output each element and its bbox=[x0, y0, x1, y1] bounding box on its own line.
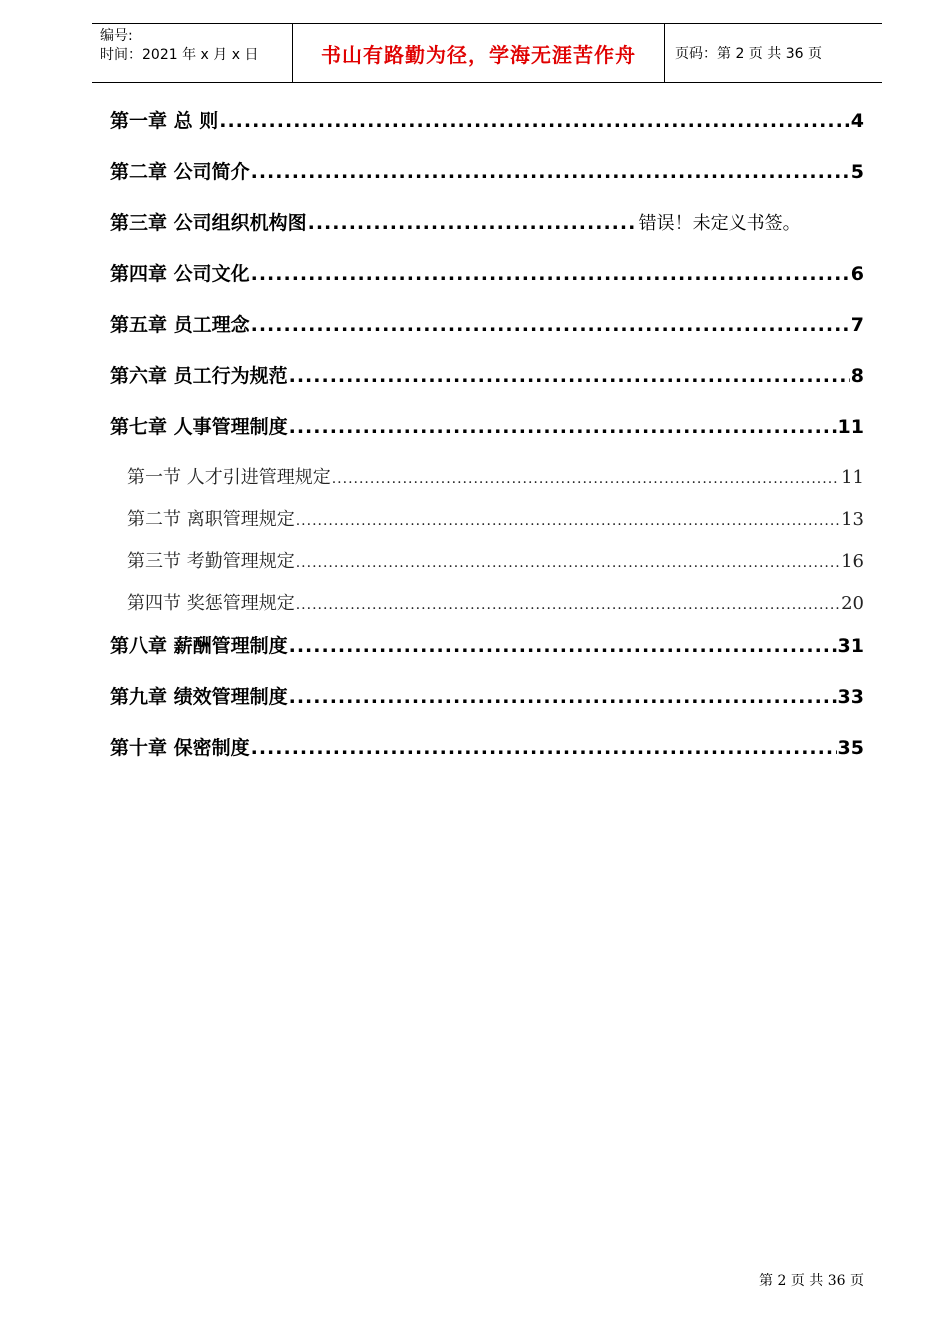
toc-leader-dots bbox=[251, 257, 850, 291]
toc-page-number: 4 bbox=[850, 110, 864, 132]
toc-leader-dots bbox=[289, 359, 850, 393]
toc-page-number: 错误！未定义书签。 bbox=[638, 213, 801, 234]
header-meta bbox=[92, 24, 292, 82]
toc-entry-chapter-2[interactable] bbox=[110, 155, 864, 206]
toc-page-number: 16 bbox=[841, 551, 864, 572]
toc-leader-dots bbox=[296, 503, 840, 538]
toc-entry-label: 第九章 绩效管理制度 bbox=[110, 686, 288, 708]
toc-entry-chapter-8[interactable] bbox=[110, 629, 864, 680]
time-label: 时间：2021 年 x 月 x 日 bbox=[100, 47, 259, 63]
toc-entry-section-4[interactable] bbox=[110, 587, 864, 629]
toc-entry-label: 第七章 人事管理制度 bbox=[110, 416, 288, 438]
toc-page-number: 5 bbox=[850, 161, 864, 183]
toc-entry-label: 第二章 公司简介 bbox=[110, 161, 250, 183]
page-footer: 第 2 页 共 36 页 bbox=[759, 1273, 864, 1289]
toc-page-number: 11 bbox=[841, 467, 864, 488]
toc-leader-dots bbox=[289, 680, 837, 714]
toc-entry-chapter-7[interactable] bbox=[110, 410, 864, 461]
toc-entry-section-2[interactable] bbox=[110, 503, 864, 545]
toc-entry-label: 第十章 保密制度 bbox=[110, 737, 250, 759]
number-label: 编号: bbox=[100, 28, 133, 44]
toc-page-number: 20 bbox=[841, 593, 864, 614]
toc-entry-chapter-4[interactable] bbox=[110, 257, 864, 308]
toc-leader-dots bbox=[296, 545, 840, 580]
toc-entry-label: 第一节 人才引进管理规定 bbox=[127, 467, 331, 488]
toc-entry-chapter-6[interactable] bbox=[110, 359, 864, 410]
toc-entry-label: 第四节 奖惩管理规定 bbox=[127, 593, 295, 614]
toc-entry-label: 第二节 离职管理规定 bbox=[127, 509, 295, 530]
toc-entry-label: 第四章 公司文化 bbox=[110, 263, 250, 285]
table-of-contents bbox=[110, 104, 864, 782]
toc-leader-dots bbox=[289, 629, 837, 663]
toc-entry-section-1[interactable] bbox=[110, 461, 864, 503]
toc-page-number: 7 bbox=[850, 314, 864, 336]
toc-page-number: 35 bbox=[837, 737, 864, 759]
toc-page-number: 6 bbox=[850, 263, 864, 285]
toc-entry-label: 第三节 考勤管理规定 bbox=[127, 551, 295, 572]
toc-entry-chapter-9[interactable] bbox=[110, 680, 864, 731]
toc-entry-chapter-5[interactable] bbox=[110, 308, 864, 359]
toc-leader-dots bbox=[289, 410, 837, 444]
toc-entry-label: 第三章 公司组织机构图 bbox=[110, 212, 307, 234]
toc-leader-dots bbox=[251, 155, 850, 189]
header-page-label: 页码：第 2 页 共 36 页 bbox=[675, 46, 822, 62]
toc-leader-dots bbox=[219, 104, 850, 138]
toc-entry-section-3[interactable] bbox=[110, 545, 864, 587]
toc-page-number: 13 bbox=[841, 509, 864, 530]
toc-page-number: 31 bbox=[837, 635, 864, 657]
toc-page-number: 11 bbox=[837, 416, 864, 438]
toc-leader-dots bbox=[308, 206, 638, 240]
toc-leader-dots bbox=[251, 731, 837, 765]
toc-entry-label: 第六章 员工行为规范 bbox=[110, 365, 288, 387]
toc-entry-label: 第八章 薪酬管理制度 bbox=[110, 635, 288, 657]
toc-entry-chapter-3[interactable] bbox=[110, 206, 864, 257]
toc-leader-dots bbox=[332, 461, 840, 496]
header-motto: 书山有路勤为径，学海无涯苦作舟 bbox=[292, 24, 665, 82]
toc-entry-label: 第五章 员工理念 bbox=[110, 314, 250, 336]
toc-entry-label: 第一章 总 则 bbox=[110, 110, 219, 132]
toc-page-number: 33 bbox=[837, 686, 864, 708]
toc-leader-dots bbox=[296, 587, 840, 622]
page-header bbox=[92, 23, 882, 83]
toc-page-number: 8 bbox=[850, 365, 864, 387]
toc-entry-chapter-1[interactable] bbox=[110, 104, 864, 155]
toc-leader-dots bbox=[251, 308, 850, 342]
toc-entry-chapter-10[interactable] bbox=[110, 731, 864, 782]
